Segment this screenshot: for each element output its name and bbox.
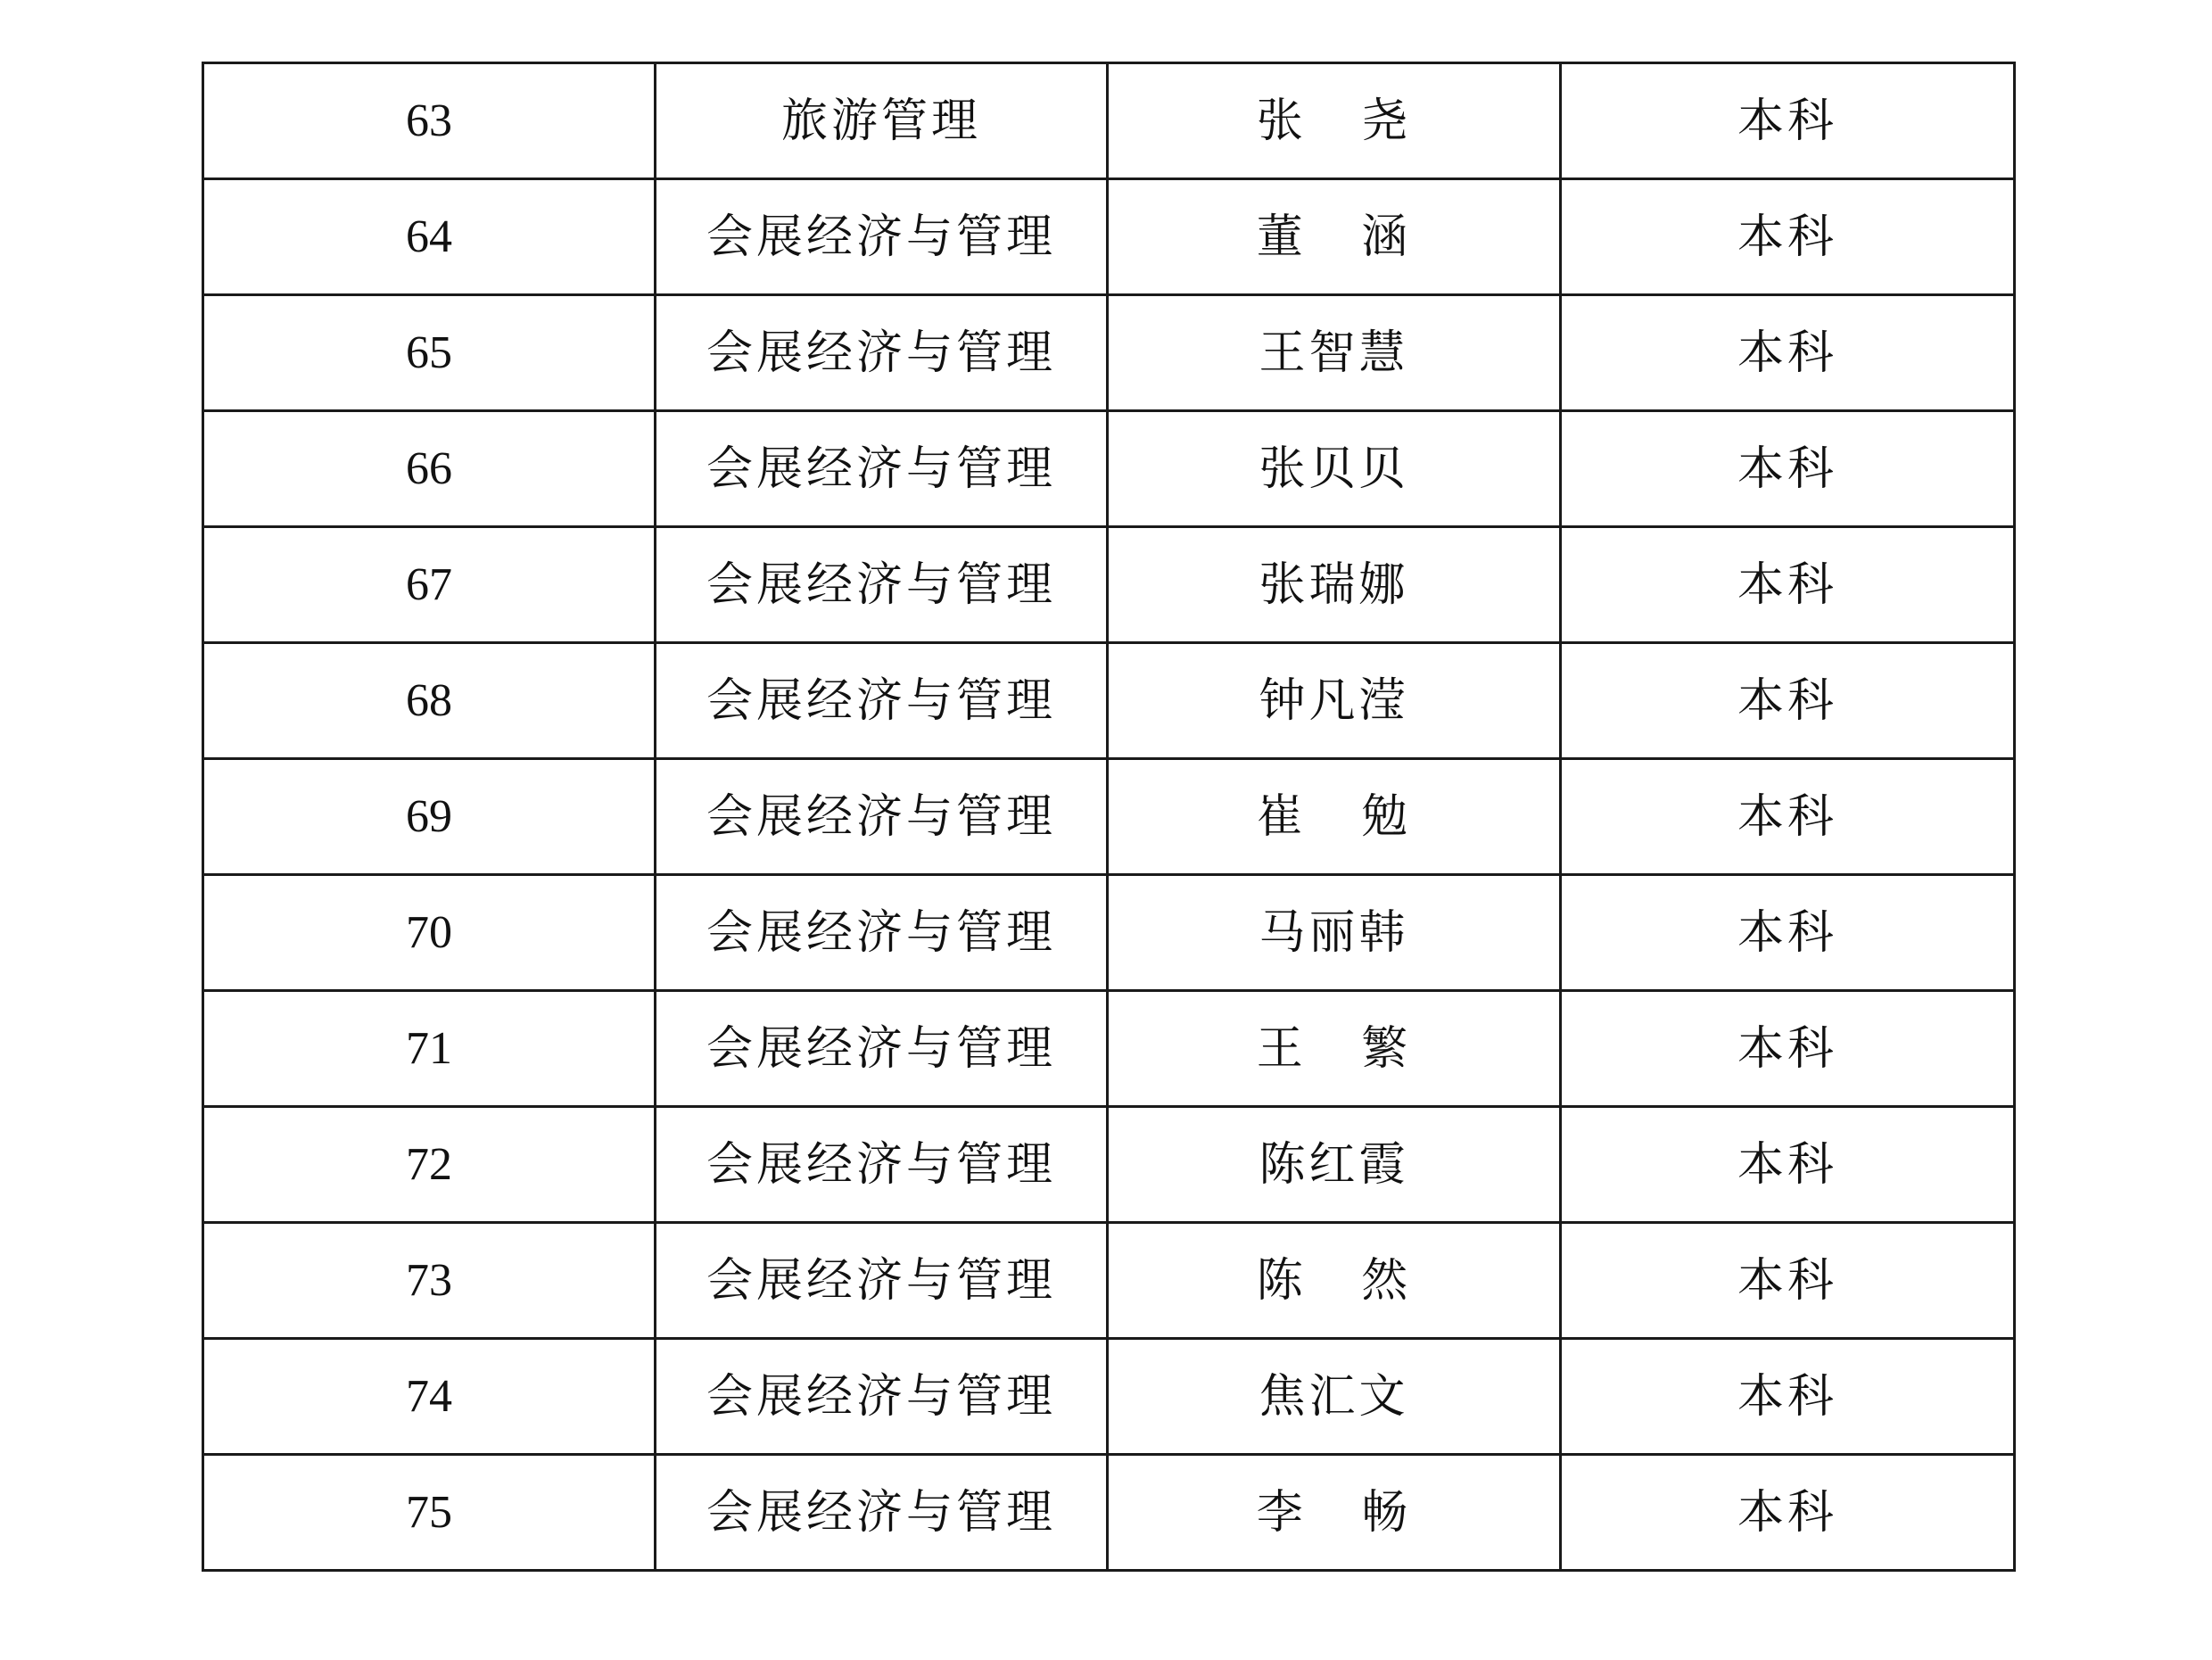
row-number-cell: 68 <box>203 643 656 759</box>
major-cell: 会展经济与管理 <box>656 527 1108 643</box>
table-row <box>203 1455 2015 1571</box>
row-number-cell: 70 <box>203 875 656 991</box>
major-cell: 会展经济与管理 <box>656 875 1108 991</box>
degree-level-cell: 本科 <box>1561 759 2015 875</box>
table-row <box>203 63 2015 179</box>
row-number-cell: 69 <box>203 759 656 875</box>
major-cell: 会展经济与管理 <box>656 1455 1108 1571</box>
major-cell: 会展经济与管理 <box>656 295 1108 411</box>
major-cell: 会展经济与管理 <box>656 1107 1108 1223</box>
table-row <box>203 991 2015 1107</box>
table-row <box>203 1107 2015 1223</box>
row-number-cell: 67 <box>203 527 656 643</box>
degree-level-cell: 本科 <box>1561 411 2015 527</box>
major-cell: 旅游管理 <box>656 63 1108 179</box>
table-row <box>203 179 2015 295</box>
student-name-cell: 焦汇文 <box>1108 1339 1561 1455</box>
degree-level-cell: 本科 <box>1561 991 2015 1107</box>
student-name-cell: 陈 然 <box>1108 1223 1561 1339</box>
student-name-cell: 张瑞娜 <box>1108 527 1561 643</box>
row-number-cell: 71 <box>203 991 656 1107</box>
table-row <box>203 759 2015 875</box>
major-cell: 会展经济与管理 <box>656 643 1108 759</box>
student-name-cell: 马丽韩 <box>1108 875 1561 991</box>
roster-table-body <box>203 63 2015 1571</box>
table-row <box>203 527 2015 643</box>
student-name-cell: 钟凡滢 <box>1108 643 1561 759</box>
row-number-cell: 63 <box>203 63 656 179</box>
table-row <box>203 411 2015 527</box>
degree-level-cell: 本科 <box>1561 1223 2015 1339</box>
row-number-cell: 75 <box>203 1455 656 1571</box>
student-name-cell: 王 繁 <box>1108 991 1561 1107</box>
major-cell: 会展经济与管理 <box>656 1339 1108 1455</box>
degree-level-cell: 本科 <box>1561 1339 2015 1455</box>
student-name-cell: 董 涵 <box>1108 179 1561 295</box>
table-row <box>203 1339 2015 1455</box>
row-number-cell: 72 <box>203 1107 656 1223</box>
student-name-cell: 张 尧 <box>1108 63 1561 179</box>
row-number-cell: 65 <box>203 295 656 411</box>
degree-level-cell: 本科 <box>1561 179 2015 295</box>
degree-level-cell: 本科 <box>1561 63 2015 179</box>
table-row <box>203 875 2015 991</box>
student-name-cell: 李 畅 <box>1108 1455 1561 1571</box>
row-number-cell: 66 <box>203 411 656 527</box>
degree-level-cell: 本科 <box>1561 1455 2015 1571</box>
degree-level-cell: 本科 <box>1561 1107 2015 1223</box>
student-name-cell: 王智慧 <box>1108 295 1561 411</box>
student-name-cell: 陈红霞 <box>1108 1107 1561 1223</box>
major-cell: 会展经济与管理 <box>656 411 1108 527</box>
student-name-cell: 崔 勉 <box>1108 759 1561 875</box>
roster-table <box>202 62 2016 1572</box>
degree-level-cell: 本科 <box>1561 643 2015 759</box>
major-cell: 会展经济与管理 <box>656 1223 1108 1339</box>
table-row <box>203 295 2015 411</box>
major-cell: 会展经济与管理 <box>656 179 1108 295</box>
major-cell: 会展经济与管理 <box>656 759 1108 875</box>
degree-level-cell: 本科 <box>1561 295 2015 411</box>
table-row <box>203 1223 2015 1339</box>
row-number-cell: 73 <box>203 1223 656 1339</box>
row-number-cell: 64 <box>203 179 656 295</box>
student-name-cell: 张贝贝 <box>1108 411 1561 527</box>
table-row <box>203 643 2015 759</box>
degree-level-cell: 本科 <box>1561 527 2015 643</box>
major-cell: 会展经济与管理 <box>656 991 1108 1107</box>
degree-level-cell: 本科 <box>1561 875 2015 991</box>
row-number-cell: 74 <box>203 1339 656 1455</box>
